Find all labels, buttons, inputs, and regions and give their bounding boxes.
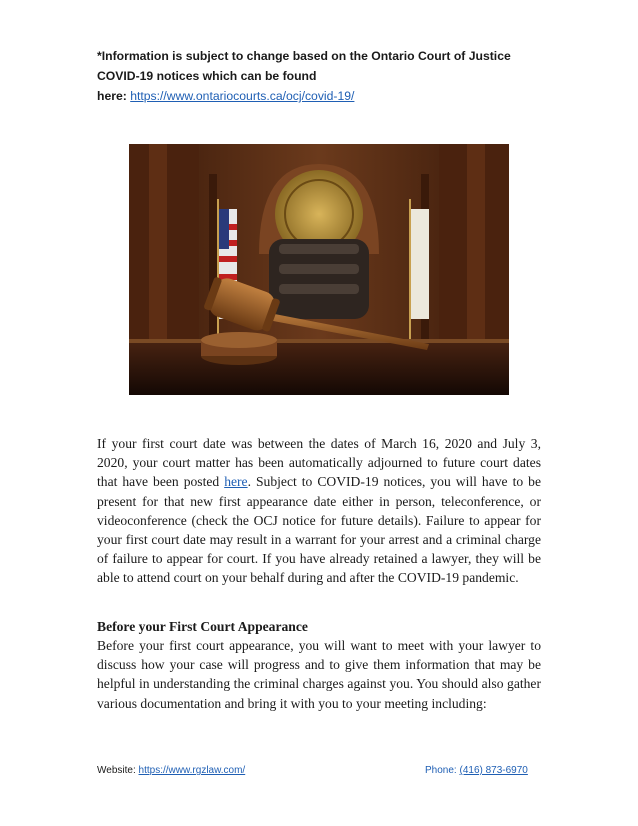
covid-notice [97, 46, 547, 106]
website-label: Website: [97, 765, 136, 776]
notice-line-3 [97, 86, 547, 106]
adjournment-text-part-1: If your first court date was between the dates of March 16, 2020 and July 3, 2020, your court matter has been automatically adjourned to future court dates that have been posted [97, 436, 541, 490]
footer-website [97, 765, 245, 776]
notice-here-label: here: [97, 89, 127, 103]
courtroom-gavel-photo [129, 144, 509, 395]
footer-phone [425, 765, 528, 776]
adjournment-text-part-2: . Subject to COVID-19 notices, you will have to be present for that new first appearance date either in person, teleconference, or videoconference (check the OCJ notice for future details). Failure to appear for your first court date may result in a warrant for your arrest and a criminal charge of failure to appear for court. If you have already retained a lawyer, they will be able to attend court on your behalf during and after the COVID-19 pandemic. [97, 474, 541, 586]
adjournment-paragraph [97, 434, 541, 588]
phone-link[interactable]: (416) 873-6970 [459, 765, 528, 776]
notice-line-2: COVID-19 notices which can be found [97, 69, 317, 83]
covid-notice-link[interactable]: https://www.ontariocourts.ca/ocj/covid-19/ [130, 89, 355, 103]
first-appearance-paragraph: Before your first court appearance, you will want to meet with your lawyer to discuss how your case will progress and to give them information that may be helpful in understanding the criminal charges against you. You should also gather various documentation and bring it with you to your meeting including: [97, 638, 541, 711]
website-link[interactable]: https://www.rgzlaw.com/ [138, 765, 246, 776]
section-heading: Before your First Court Appearance [97, 619, 308, 634]
notice-line-1: *Information is subject to change based on the Ontario Court of Justice [97, 49, 511, 63]
phone-label: Phone: [425, 765, 457, 776]
adjourned-dates-link[interactable]: here [224, 474, 248, 490]
